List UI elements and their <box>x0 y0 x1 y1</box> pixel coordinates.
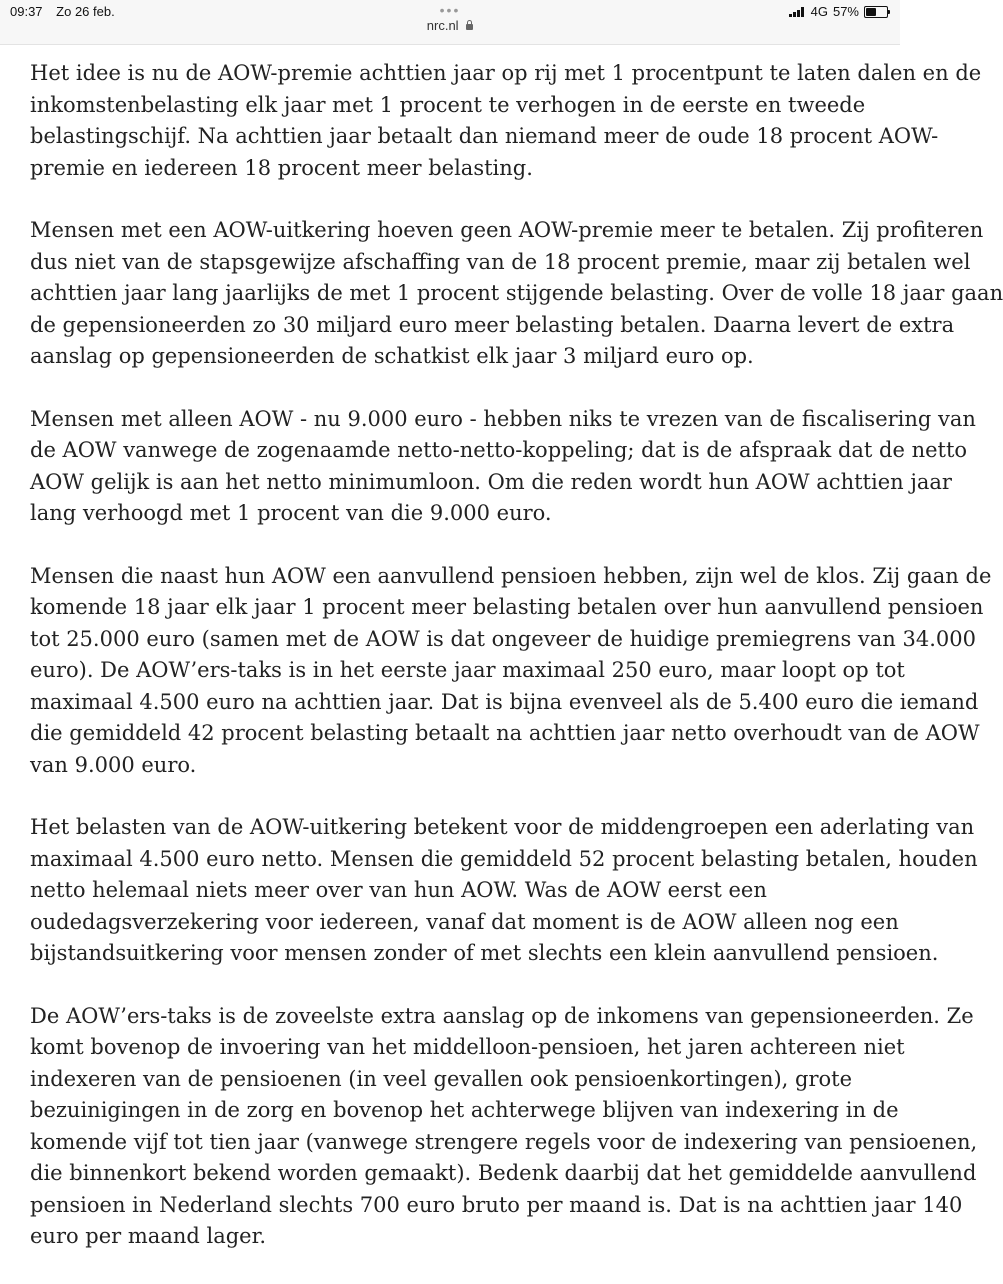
paragraph-line: dus niet van de stapsgewijze afschaffing van de 18 procent premie, maar zij betalen wel <box>30 249 971 274</box>
paragraph-line: pensioen in Nederland slechts 700 euro bruto per maand is. Dat is na achttien jaar 140 <box>30 1192 963 1217</box>
paragraph-line: De AOW’ers-taks is de zoveelste extra aanslag op de inkomens van gepensioneerden. Ze <box>30 1003 974 1028</box>
paragraph-line: belastingschijf. Na achttien jaar betaalt dan niemand meer de oude 18 procent AOW- <box>30 124 939 148</box>
battery-icon <box>864 6 888 18</box>
paragraph-line: euro). De AOW’ers-taks is in het eerste jaar maximaal 250 euro, maar loopt op tot <box>30 658 905 682</box>
paragraph-line: Mensen die naast hun AOW een aanvullend pensioen hebben, zijn wel de klos. Zij gaan de <box>30 563 992 588</box>
article-body <box>30 58 1003 1284</box>
paragraph-line: oudedagsverzekering voor iedereen, vanaf dat moment is de AOW alleen nog een <box>30 909 899 934</box>
paragraph-line: maximaal 4.500 euro na achttien jaar. Dat is bijna evenveel als de 5.400 euro die iemand <box>30 689 979 714</box>
paragraph-line: premie en iedereen 18 procent meer belasting. <box>30 155 533 180</box>
paragraph-line: komende 18 jaar elk jaar 1 procent meer belasting betalen over hun aanvullend pensioen <box>30 595 984 619</box>
paragraph-line: netto helemaal niets meer over van hun AOW. Was de AOW eerst een <box>30 878 767 902</box>
battery-fill <box>866 8 876 16</box>
paragraph-line: euro per maand lager. <box>30 1224 267 1248</box>
article-paragraph <box>30 215 1003 373</box>
paragraph-line: tot 25.000 euro (samen met de AOW is dat ongeveer de huidige premiegrens van 34.000 <box>30 626 976 651</box>
article-paragraph <box>30 1001 978 1253</box>
lock-icon <box>466 24 473 30</box>
article-paragraph <box>30 812 978 970</box>
status-bar <box>0 0 900 45</box>
signal-icon <box>789 7 805 17</box>
article-paragraph <box>30 58 982 184</box>
paragraph-line: aanslag op gepensioneerden de schatkist elk jaar 3 miljard euro op. <box>30 344 754 368</box>
paragraph-line: Mensen met alleen AOW - nu 9.000 euro - hebben niks te vrezen van de fiscalisering van <box>30 406 976 431</box>
article-paragraph <box>30 404 976 530</box>
paragraph-line: de AOW vanwege de zogenaamde netto-netto-koppeling; dat is de afspraak dat de netto <box>30 438 968 462</box>
status-time: 09:37 <box>10 4 43 19</box>
paragraph-line: van 9.000 euro. <box>30 752 197 777</box>
address-bar[interactable] <box>0 2 900 33</box>
paragraph-line: AOW gelijk is aan het netto minimumloon. Om die reden wordt hun AOW achttien jaar <box>30 469 952 494</box>
battery-percent: 57% <box>832 4 859 19</box>
status-date: Zo 26 feb. <box>56 4 115 19</box>
network-type: 4G <box>810 4 828 19</box>
article-paragraph <box>30 561 992 782</box>
paragraph-line: komt bovenop de invoering van het middelloon-pensioen, het jaren achtereen niet <box>30 1035 905 1059</box>
paragraph-line: bijstandsuitkering voor mensen zonder of met slechts een klein aanvullend pensioen. <box>30 941 939 965</box>
status-right <box>789 4 888 19</box>
paragraph-line: de gepensioneerden zo 30 miljard euro meer belasting betalen. Daarna levert de extra <box>30 312 955 337</box>
paragraph-line: achttien jaar lang jaarlijks de met 1 procent stijgende belasting. Over de volle 18 jaar gaan <box>30 281 1003 305</box>
paragraph-line: Het belasten van de AOW-uitkering betekent voor de middengroepen een aderlating van <box>30 815 975 839</box>
paragraph-line: die gemiddeld 42 procent belasting betaalt na achttien jaar netto overhoudt van de AOW <box>30 721 980 745</box>
paragraph-line: die binnenkort bekend worden gemaakt). Bedenk daarbij dat het gemiddelde aanvullend <box>30 1161 977 1185</box>
paragraph-line: maximaal 4.500 euro netto. Mensen die gemiddeld 52 procent belasting betalen, houden <box>30 846 978 871</box>
paragraph-line: Het idee is nu de AOW-premie achttien jaar op rij met 1 procentpunt te laten dalen en de <box>30 61 982 85</box>
more-dots-icon[interactable]: ••• <box>439 2 461 18</box>
paragraph-line: bezuinigingen in de zorg en bovenop het achterwege blijven van indexering in de <box>30 1098 899 1122</box>
paragraph-line: indexeren van de pensioenen (in veel gevallen ook pensioenkortingen), grote <box>30 1066 853 1091</box>
paragraph-line: lang verhoogd met 1 procent van die 9.000 euro. <box>30 501 552 525</box>
paragraph-line: inkomstenbelasting elk jaar met 1 procent te verhogen in de eerste en tweede <box>30 92 866 117</box>
url-text[interactable]: nrc.nl <box>426 18 459 33</box>
paragraph-line: komende vijf tot tien jaar (vanwege strengere regels voor de indexering van pensioenen, <box>30 1129 978 1154</box>
paragraph-line: Mensen met een AOW-uitkering hoeven geen AOW-premie meer te betalen. Zij profiteren <box>30 218 984 242</box>
